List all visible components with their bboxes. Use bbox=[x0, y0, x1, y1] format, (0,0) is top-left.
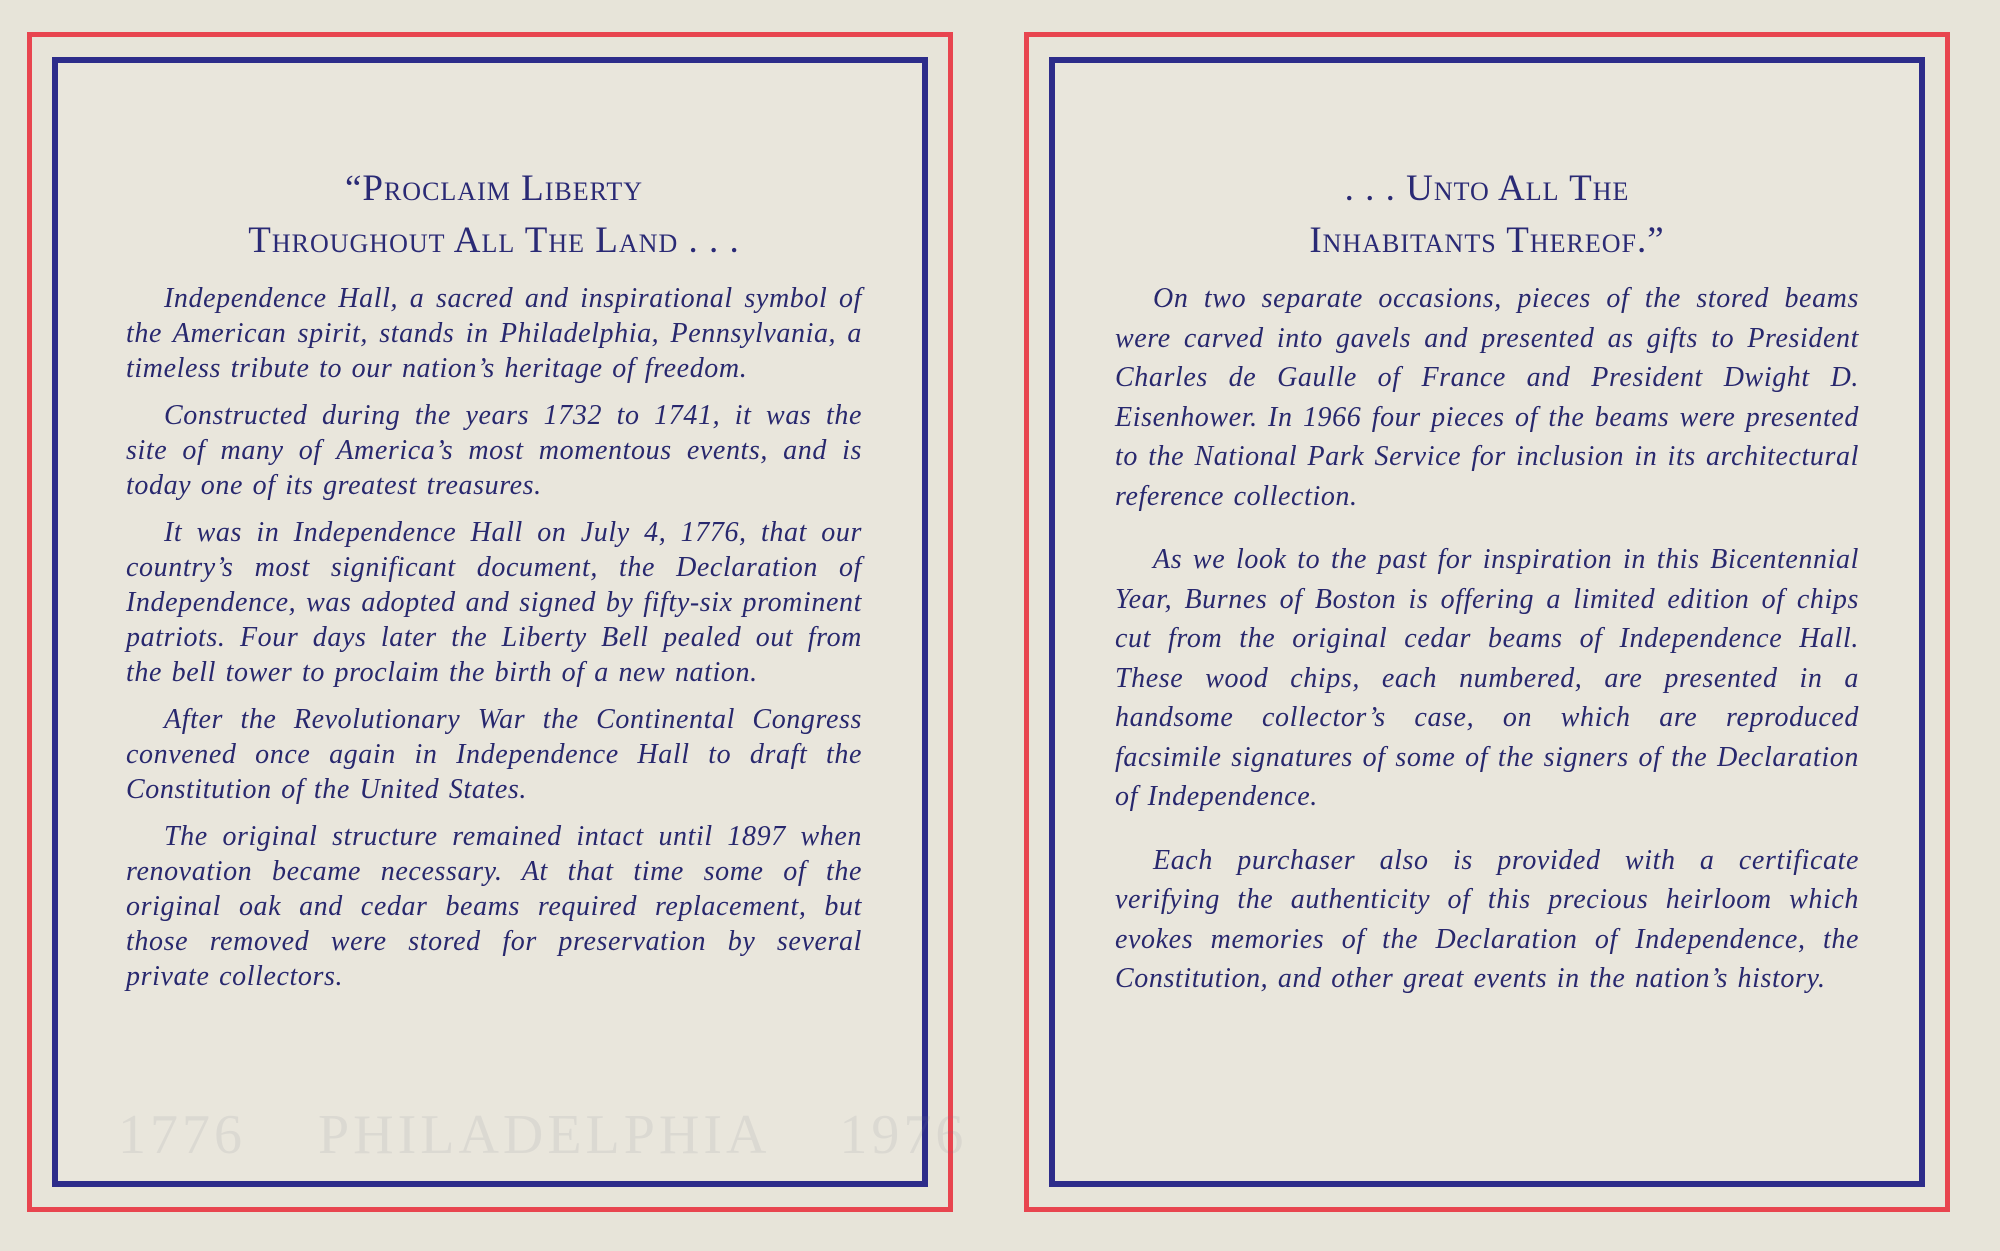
left-paragraph: The original structure remained intact until 1897 when renovation became necessary. At that time some of the original oak and cedar beams required replacement, but those removed were stored for preservation by several private collectors. bbox=[126, 821, 862, 992]
left-heading-line1: “Proclaim Liberty bbox=[344, 168, 644, 209]
left-panel-inner-border bbox=[52, 57, 968, 1187]
bleed-through-text: 1776 PHILADELPHIA 1976 bbox=[118, 1104, 968, 1166]
right-panel-outer-border bbox=[1024, 32, 1950, 1212]
left-paragraph: After the Revolutionary War the Continental Congress convened once again in Independence Hall to draft the Constitution of the United States. bbox=[126, 704, 862, 805]
right-panel-inner-border bbox=[1049, 57, 1925, 1187]
right-heading-line2: Inhabitants Thereof.” bbox=[1309, 220, 1665, 261]
left-paragraph: It was in Independence Hall on July 4, 1776, that our country’s most significant document, the Declaration of Independence, was adopted and signed by fifty-six prominent patriots. Four days later the Liberty Bell pealed out from the bell tower to proclaim the birth of a new nation. bbox=[126, 517, 862, 688]
right-paragraph: As we look to the past for inspiration in this Bicentennial Year, Burnes of Boston is offering a limited edition of chips cut from the original cedar beams of Independence Hall. These wood chips, each numbered, are presented in a handsome collector’s case, on which are reproduced facsimile signatures of some of the signers of the Declaration of Independence. bbox=[1115, 544, 1859, 812]
right-heading bbox=[1115, 163, 1859, 267]
left-paragraph: Constructed during the years 1732 to 1741, it was the site of many of America’s most momentous events, and is today one of its greatest treasures. bbox=[126, 400, 862, 501]
right-heading-line1: . . . Unto All The bbox=[1344, 168, 1630, 209]
right-paragraph: On two separate occasions, pieces of the stored beams were carved into gavels and presented as gifts to President Charles de Gaulle of France and President Dwight D. Eisenhower. In 1966 four pieces of the beams were presented to the National Park Service for inclusion in its architectural reference collection. bbox=[1115, 283, 1859, 512]
left-panel-outer-border bbox=[27, 32, 968, 1212]
left-panel-content bbox=[126, 163, 862, 1006]
right-paragraph: Each purchaser also is provided with a certificate verifying the authenticity of this precious heirloom which evokes memories of the Declaration of Independence, the Constitution, and other great events in the nation’s history. bbox=[1115, 844, 1859, 994]
left-heading bbox=[126, 163, 862, 267]
right-panel-content bbox=[1115, 163, 1859, 1023]
left-heading-line2: Throughout All The Land . . . bbox=[248, 220, 740, 261]
left-paragraph: Independence Hall, a sacred and inspirational symbol of the American spirit, stands in Philadelphia, Pennsylvania, a timeless tribute to our nation’s heritage of freedom. bbox=[126, 283, 862, 384]
